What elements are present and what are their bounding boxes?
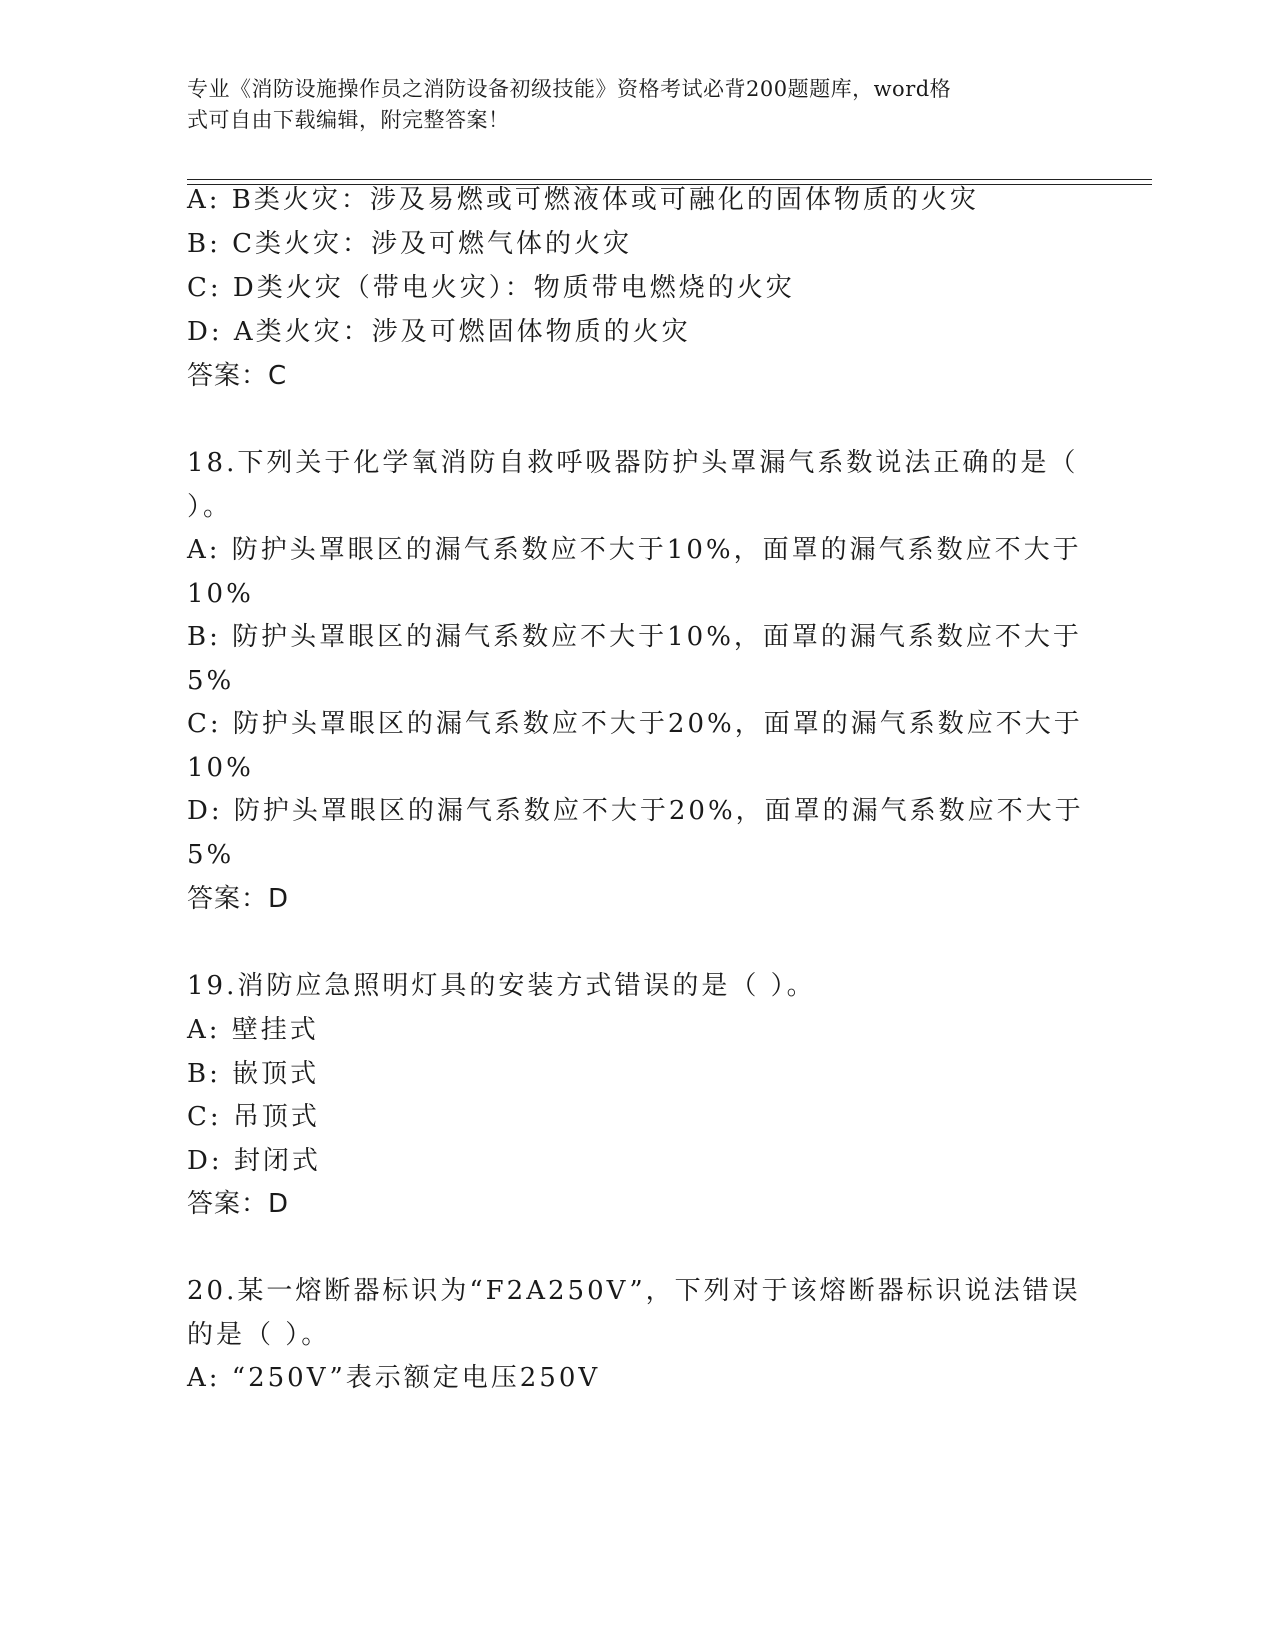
q19-option-c: C: 吊顶式 bbox=[187, 1102, 320, 1132]
q18-stem-line-2: ）。 bbox=[187, 492, 233, 522]
q19-option-b: B: 嵌顶式 bbox=[187, 1059, 320, 1089]
q19-stem: 19.消防应急照明灯具的安装方式错误的是（ ）。 bbox=[187, 971, 816, 1001]
q18-option-c-line-1: C: 防护头罩眼区的漏气系数应不大于20%，面罩的漏气系数应不大于 bbox=[187, 709, 1083, 739]
q18-option-c-line-2: 10% bbox=[187, 753, 254, 783]
q18-option-b-line-2: 5% bbox=[187, 666, 235, 696]
q17-answer: 答案：C bbox=[187, 361, 288, 391]
q18-answer: 答案：D bbox=[187, 884, 290, 914]
q19-option-d: D: 封闭式 bbox=[187, 1146, 321, 1176]
q17-option-a: A: B类火灾：涉及易燃或可燃液体或可融化的固体物质的火灾 bbox=[187, 185, 979, 215]
document-header bbox=[187, 74, 1067, 136]
q17-option-d: D: A类火灾：涉及可燃固体物质的火灾 bbox=[187, 317, 691, 347]
q18-option-d-line-2: 5% bbox=[187, 840, 235, 870]
q18-option-a-line-1: A: 防护头罩眼区的漏气系数应不大于10%，面罩的漏气系数应不大于 bbox=[187, 535, 1082, 565]
header-line-1: 专业《消防设施操作员之消防设备初级技能》资格考试必背200题题库，word格 bbox=[187, 77, 952, 101]
q17-option-c: C: D类火灾（带电火灾）：物质带电燃烧的火灾 bbox=[187, 273, 795, 303]
q20-stem-line-1: 20.某一熔断器标识为“F2A250V”，下列对于该熔断器标识说法错误 bbox=[187, 1276, 1081, 1306]
q18-option-a-line-2: 10% bbox=[187, 579, 254, 609]
q17-option-b: B: C类火灾：涉及可燃气体的火灾 bbox=[187, 229, 633, 259]
header-line-2: 式可自由下载编辑，附完整答案！ bbox=[187, 108, 510, 132]
header-divider-top bbox=[187, 179, 1152, 180]
q20-stem-line-2: 的是（ ）。 bbox=[187, 1320, 331, 1350]
q18-option-b-line-1: B: 防护头罩眼区的漏气系数应不大于10%，面罩的漏气系数应不大于 bbox=[187, 622, 1082, 652]
q19-answer: 答案：D bbox=[187, 1189, 290, 1219]
q19-option-a: A: 壁挂式 bbox=[187, 1015, 319, 1045]
q20-option-a: A: “250V”表示额定电压250V bbox=[187, 1363, 601, 1393]
q18-stem-line-1: 18.下列关于化学氧消防自救呼吸器防护头罩漏气系数说法正确的是（ bbox=[187, 448, 1079, 478]
q18-option-d-line-1: D: 防护头罩眼区的漏气系数应不大于20%，面罩的漏气系数应不大于 bbox=[187, 796, 1084, 826]
